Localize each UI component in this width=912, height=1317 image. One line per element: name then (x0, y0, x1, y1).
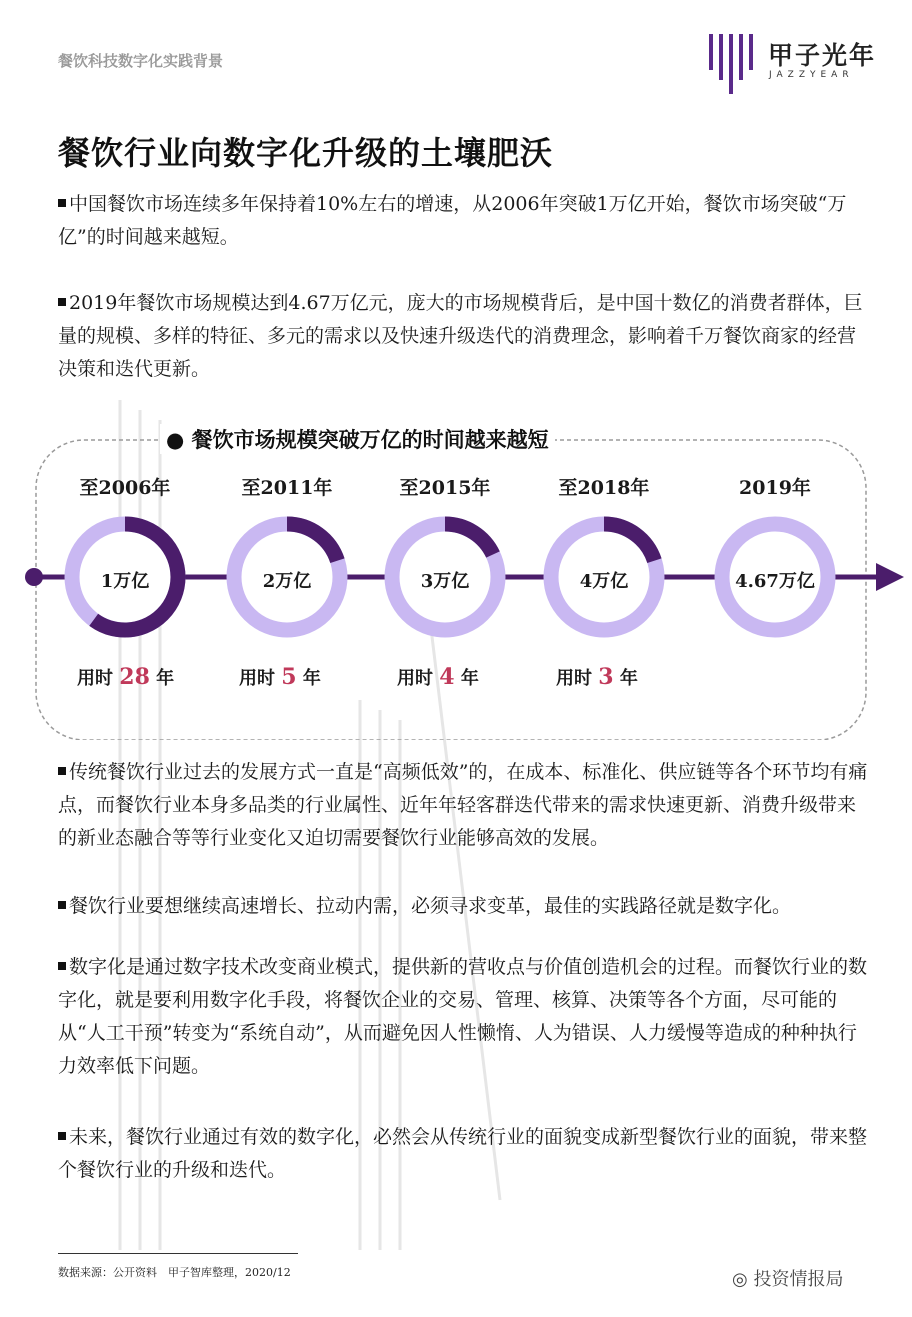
paragraph-5: 数字化是通过数字技术改变商业模式，提供新的营收点与价值创造机会的过程。而餐饮行业的数字化，就是要利用数字化手段，将餐饮企业的交易、管理、核算、决策等各个方面，尽可能的从“人工干预”转变为“系统自动”，从而避免因人性懒惰、人为错误、人力缓慢等造成的种种执行力效率低下问题。 (58, 956, 868, 1077)
bullet-icon (58, 962, 66, 970)
wechat-account: ◎ 投资情报局 (732, 1269, 844, 1290)
logo-en: JAZZYEAR (769, 70, 854, 80)
milestone-duration: 用时 3 年 (556, 664, 638, 690)
milestone-year: 至2015年 (399, 477, 491, 499)
timeline-title: ● 餐饮市场规模突破万亿的时间越来越短 (160, 424, 555, 454)
wechat-icon: ◎ (732, 1269, 748, 1290)
bullet-icon (58, 1132, 66, 1140)
milestone-duration: 用时 5 年 (239, 664, 321, 690)
milestone-year: 至2006年 (79, 477, 171, 499)
bullet-icon (58, 298, 66, 306)
paragraph-6: 未来，餐饮行业通过有效的数字化，必然会从传统行业的面貌变成新型餐饮行业的面貌，带来整个餐饮行业的升级和迭代。 (58, 1126, 868, 1181)
bullet-icon (58, 901, 66, 909)
brand-logo (705, 30, 880, 100)
paragraph-1: 中国餐饮市场连续多年保持着10%左右的增速，从2006年突破1万亿开始，餐饮市场突破“万亿”的时间越来越短。 (58, 193, 847, 248)
milestone-duration: 用时 4 年 (397, 664, 479, 690)
milestone-year: 至2011年 (241, 477, 333, 499)
paragraph-2: 2019年餐饮市场规模达到4.67万亿元，庞大的市场规模背后，是中国十数亿的消费者群体，巨量的规模、多样的特征、多元的需求以及快速升级迭代的消费理念，影响着千万餐饮商家的经营决策和迭代更新。 (58, 292, 863, 380)
paragraph-4: 餐饮行业要想继续高速增长、拉动内需，必须寻求变革，最佳的实践路径就是数字化。 (58, 890, 870, 923)
logo-mark-icon (705, 30, 761, 96)
milestone-duration: 用时 28 年 (77, 664, 175, 690)
bullet-icon (58, 199, 66, 207)
section-label: 餐饮科技数字化实践背景 (58, 52, 224, 70)
milestone-amount: 2万亿 (262, 571, 312, 592)
milestone-amount: 1万亿 (100, 571, 150, 592)
timeline-arrow-icon (876, 563, 904, 591)
milestone-amount: 4万亿 (579, 571, 629, 592)
footer-source: 数据来源：公开资料 甲子智库整理，2020/12 (58, 1266, 291, 1279)
paragraph-3: 传统餐饮行业过去的发展方式一直是“高频低效”的，在成本、标准化、供应链等各个环节均有痛点，而餐饮行业本身多品类的行业属性、近年年轻客群迭代带来的需求快速更新、消费升级带来的新业态融合等等行业变化又迫切需要餐饮行业能够高效的发展。 (58, 761, 868, 849)
milestone-amount: 3万亿 (420, 571, 470, 592)
logo-cn: 甲子光年 (768, 41, 877, 70)
milestone-year: 2019年 (739, 477, 811, 499)
page-title: 餐饮行业向数字化升级的土壤肥沃 (58, 134, 554, 172)
footer-rule (58, 1253, 298, 1254)
milestone-amount: 4.67万亿 (735, 571, 815, 592)
bullet-icon (58, 767, 66, 775)
milestone-year: 至2018年 (558, 477, 650, 499)
timeline-start-dot (25, 568, 43, 586)
